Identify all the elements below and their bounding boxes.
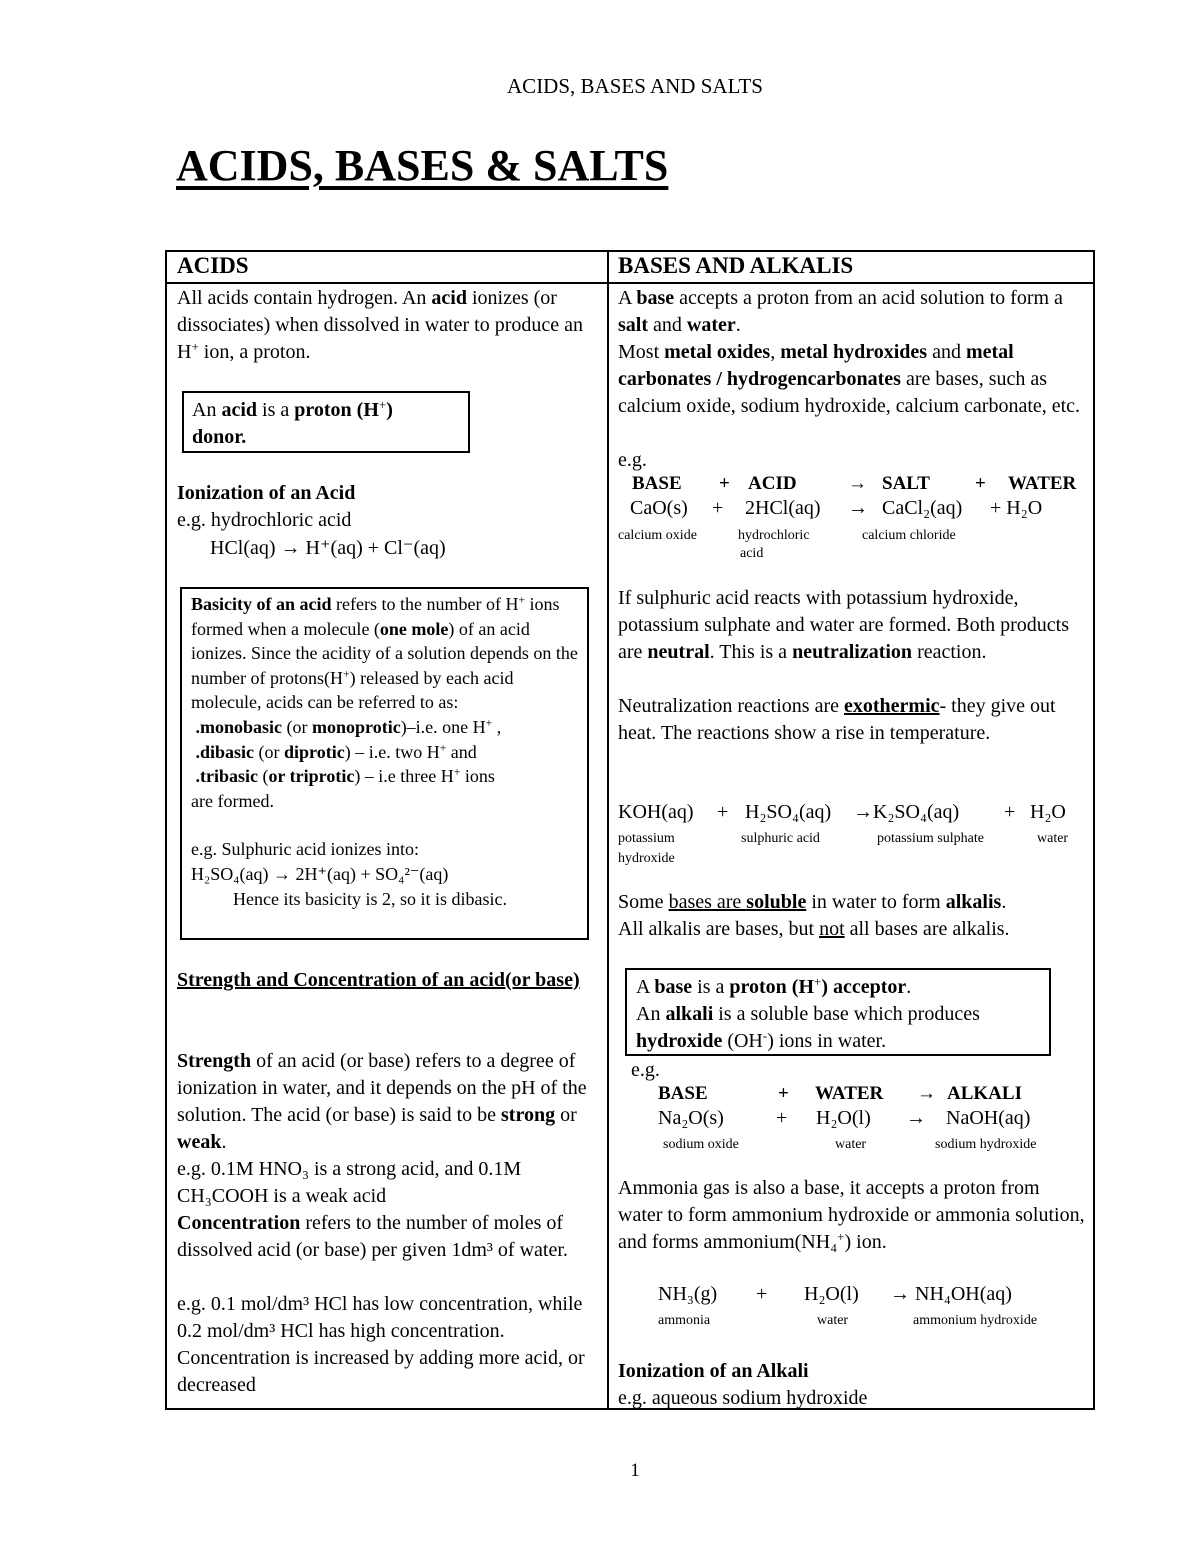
alkalis-are-bases-text: All alkalis are bases, but not all bases are alkalis. <box>618 918 1010 940</box>
acid-ionization-heading: Ionization of an Acid <box>177 482 356 504</box>
basicity-formed: are formed. <box>191 790 274 811</box>
bases-column-heading: BASES AND ALKALIS <box>618 253 854 278</box>
exothermic-text: Neutralization reactions are exothermic- they give out heat. The reactions show a rise in temperature. <box>618 695 1056 744</box>
dibasic-line: .dibasic (or diprotic) – i.e. two H+ and <box>195 741 477 762</box>
running-header: ACIDS, BASES AND SALTS <box>507 74 763 98</box>
basicity-conclusion: Hence its basicity is 2, so it is dibasic. <box>233 888 507 909</box>
acids-column-heading: ACIDS <box>177 253 249 278</box>
sulphuric-example: e.g. Sulphuric acid ionizes into: <box>191 839 419 860</box>
sulphuric-equation: H₂SO₄(aq) → 2H⁺(aq) + SO₄²⁻(aq) <box>191 863 449 884</box>
base-definition: A base accepts a proton from an acid solution to form a salt and water. <box>618 287 1063 336</box>
basicity-box <box>180 587 589 940</box>
soluble-bases-text: Some bases are soluble in water to form alkalis. <box>618 891 1007 913</box>
eg-label: e.g. <box>618 449 647 471</box>
tribasic-line: .tribasic (or triprotic) – i.e three H+ ions <box>195 765 495 787</box>
column-divider <box>607 250 609 1410</box>
header-divider <box>165 282 1095 284</box>
acid-ionization-example: e.g. hydrochloric acid <box>177 509 352 531</box>
eg2-label: e.g. <box>631 1059 660 1081</box>
concentration-example: e.g. 0.1 mol/dm³ HCl has low concentration, while 0.2 mol/dm³ HCl has high concentration. Concentration is increased by adding more acid, or decreased <box>177 1293 585 1396</box>
strength-heading: Strength and Concentration of an acid(or base) <box>177 969 580 991</box>
acid-ionization-equation: HCl(aq) → H⁺(aq) + Cl⁻(aq) <box>210 537 446 559</box>
page-title: ACIDS, BASES & SALTS <box>176 141 669 190</box>
concentration-text: Concentration refers to the number of moles of dissolved acid (or base) per given 1dm³ of water. <box>177 1212 568 1261</box>
base-alkali-definition-box: A base is a proton (H+) acceptor. An alkali is a soluble base which produces hydroxide (OH-) ions in water. <box>625 968 1051 1056</box>
monobasic-line: .monobasic (or monoprotic)–i.e. one H+ , <box>195 716 502 737</box>
acids-intro: All acids contain hydrogen. An acid ionizes (or dissociates) when dissolved in water to produce an H+ ion, a proton. <box>177 287 584 363</box>
alkali-ionization-example: e.g. aqueous sodium hydroxide <box>618 1387 868 1409</box>
ammonia-text: Ammonia gas is also a base, it accepts a proton from water to form ammonium hydroxide or ammonia solution, and forms ammonium(NH₄+) ion. <box>618 1177 1085 1253</box>
strength-example: e.g. 0.1M HNO₃ is a strong acid, and 0.1M CH₃COOH is a weak acid <box>177 1158 522 1207</box>
acid-definition-box: An acid is a proton (H+) donor. <box>182 391 470 453</box>
alkali-ionization-heading: Ionization of an Alkali <box>618 1360 809 1382</box>
strength-text: Strength of an acid (or base) refers to a degree of ionization in water, and it depends on the pH of the solution. The acid (or base) is said to be strong or weak. <box>177 1050 587 1153</box>
basicity-definition: Basicity of an acid refers to the number of H+ ions formed when a molecule (one mole) of an acid ionizes. Since the acidity of a solution depends on the number of protons(H+) released by each acid molecule, acids can be referred to as: <box>191 593 578 713</box>
page-number: 1 <box>630 1460 640 1481</box>
base-examples: Most metal oxides, metal hydroxides and metal carbonates / hydrogencarbonates are bases, such as calcium oxide, sodium hydroxide, calcium carbonate, etc. <box>618 341 1081 417</box>
neutralization-text: If sulphuric acid reacts with potassium hydroxide, potassium sulphate and water are formed. Both products are neutral. This is a neutralization reaction. <box>618 587 1069 663</box>
